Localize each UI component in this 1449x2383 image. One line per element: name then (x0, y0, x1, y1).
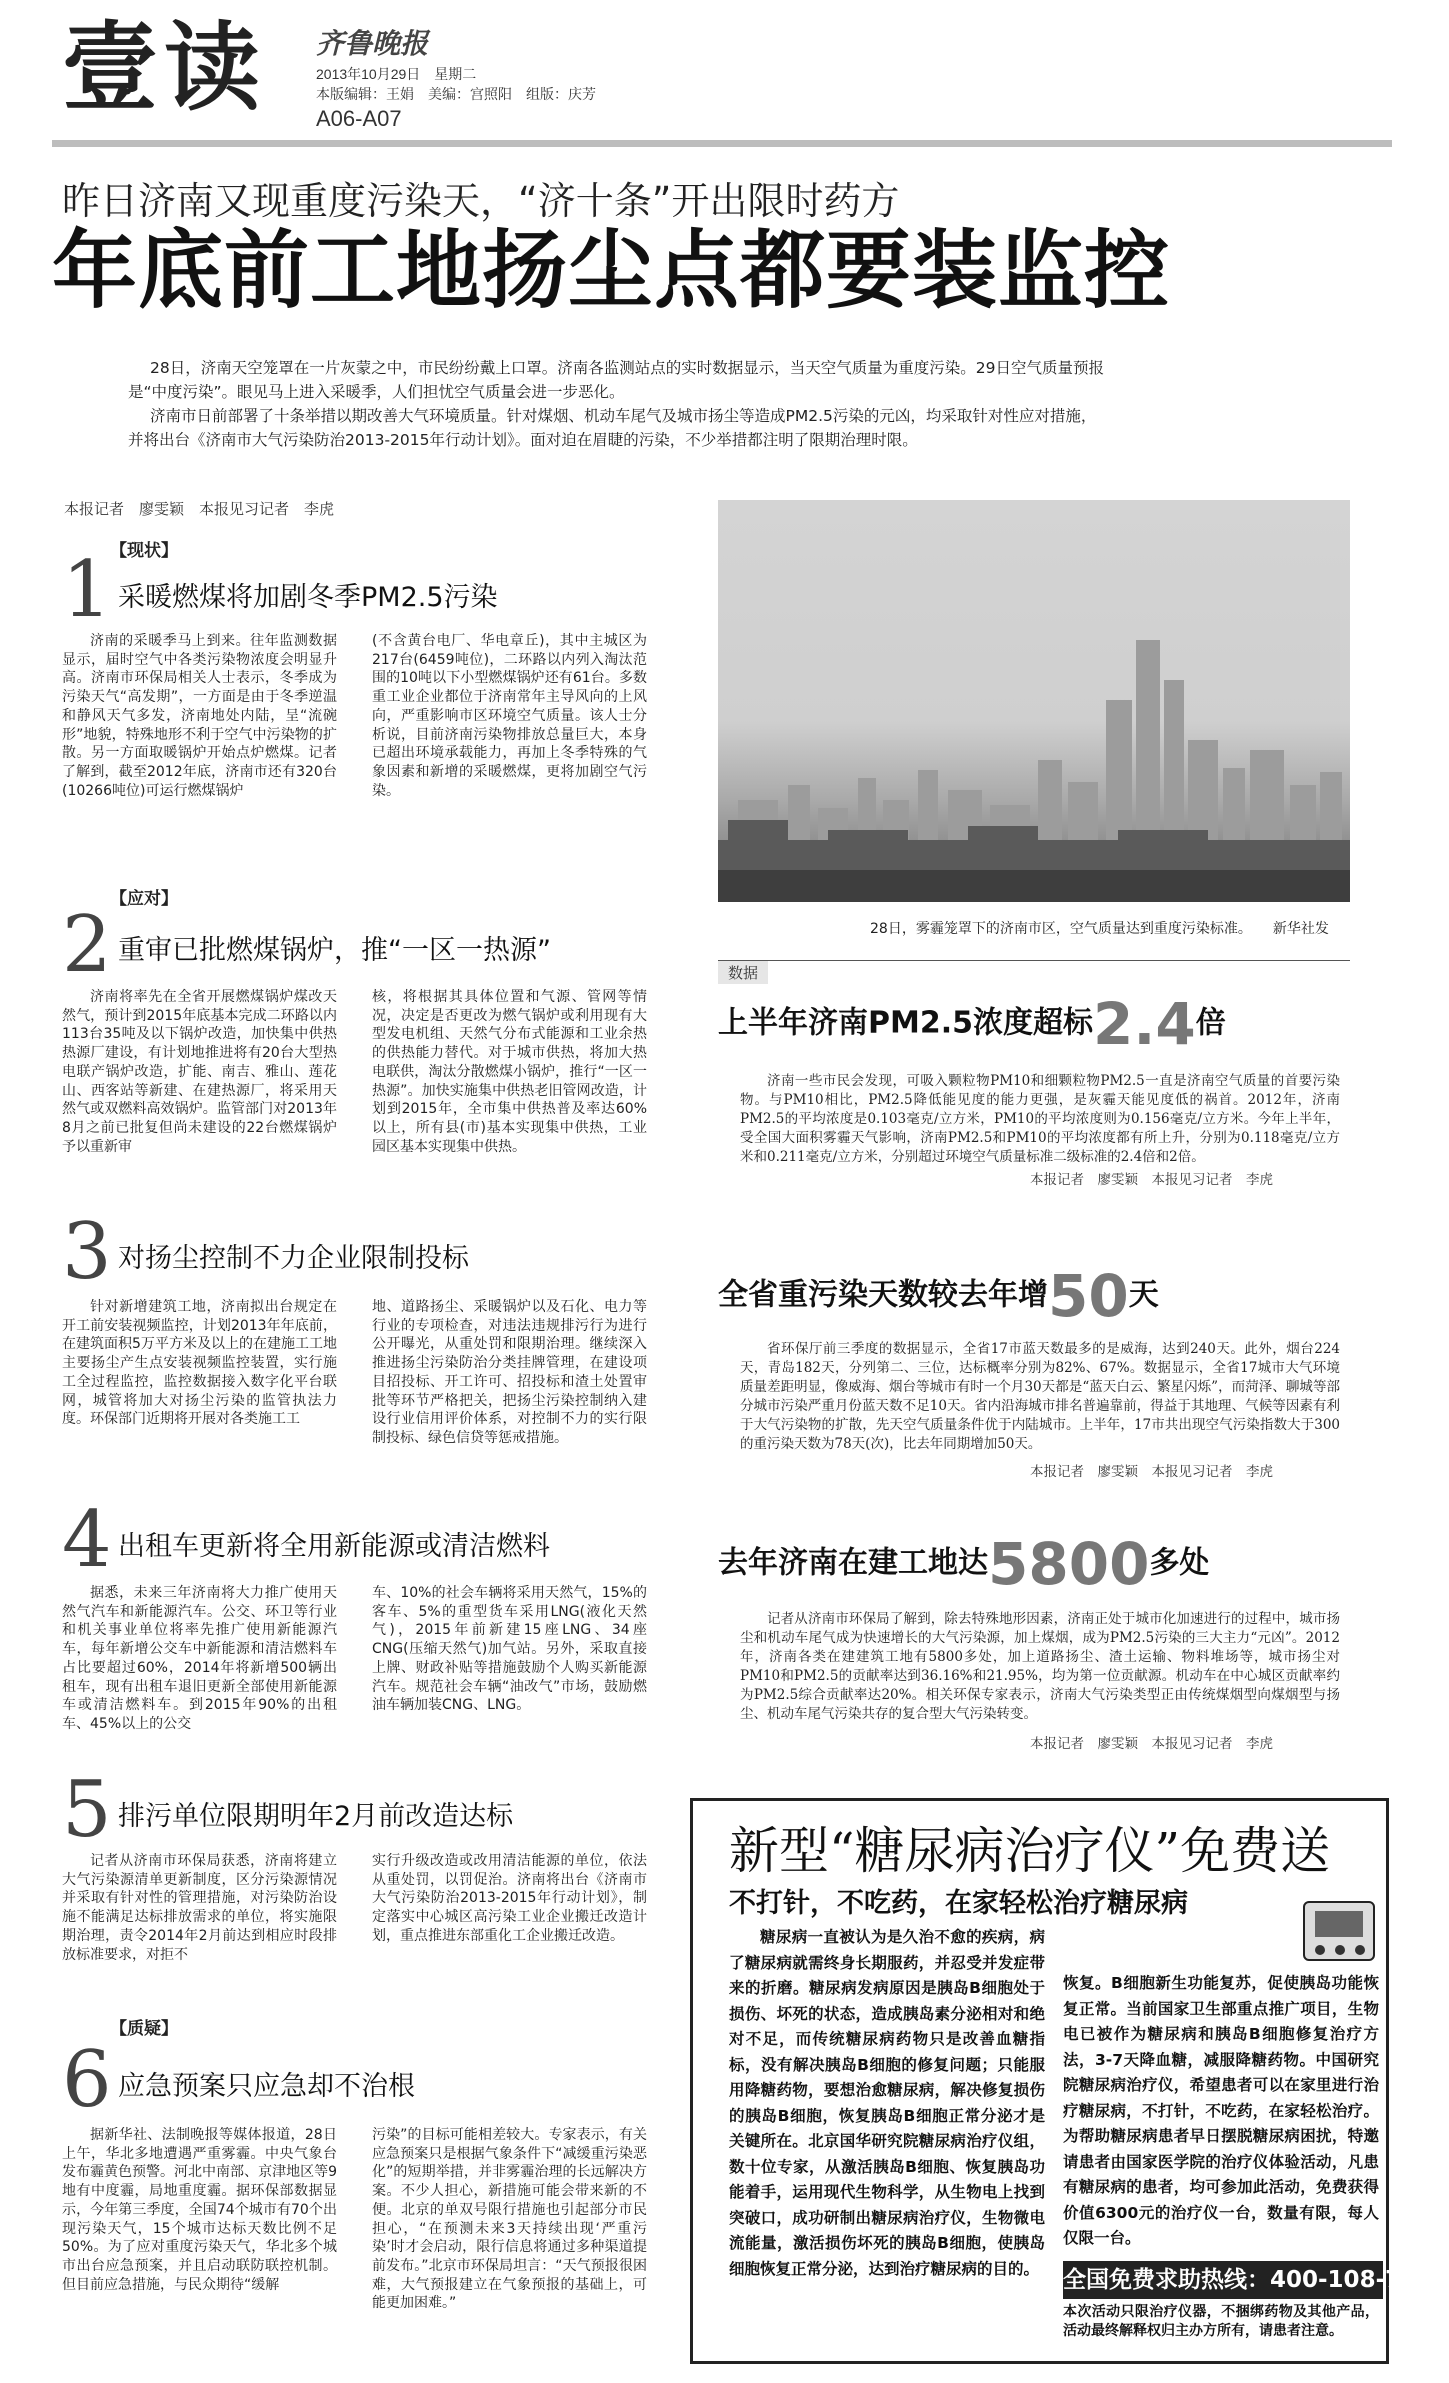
data-body-1: 济南一些市民会发现，可吸入颗粒物PM10和细颗粒物PM2.5一直是济南空气质量的首要污染物。与PM10相比，PM2.5降低能见度的能力更强，是灰霾天能见度低的祸首。2012年，济南PM2.5的平均浓度是0.103毫克/立方米，PM10的平均浓度则为0.156毫克/立方米。今年上半年，受全国大面积雾霾天气影响，济南PM2.5和PM10的平均浓度都有所上升，分别为0.118毫克/立方米和0.211毫克/立方米，分别超过环境空气质量标准二级标准的2.4倍和2倍。 (740, 1073, 1340, 1165)
treatment-device-icon (1303, 1901, 1375, 1961)
section-5-col-1: 记者从济南市环保局获悉，济南将建立大气污染源清单更新制度，区分污染源情况并采取有针对性的管理措施，对污染防治设施不能满足达标排放需求的单位，将实施限期治理，责令2014年2月前达到相应时段排放标准要求，对拒不 (62, 1853, 337, 1963)
lead-line-3: 济南市日前部署了十条举措以期改善大气环境质量。针对煤烟、机动车尾气及城市扬尘等造成PM2.5污染的元凶，均采取针对性应对措施， (150, 407, 1097, 425)
section-title-3: 对扬尘控制不力企业限制投标 (118, 1243, 469, 1274)
data-section-tab (718, 960, 1350, 980)
section-2-col-2: 核，将根据其具体位置和气源、管网等情况，决定是否更改为燃气锅炉或利用现有大型发电机组、天然气分布式能源和工业余热的供热能力替代。对于城市供热，将加大热电联供，淘汰分散燃煤小锅炉，推行“一区一热源”。加快实施集中供热老旧管网改造，计划到2015年，全市集中供热普及率达60%以上，所有县(市)基本实现集中供热，工业园区基本实现集中供热。 (372, 989, 647, 1155)
byline: 本报记者 廖雯颖 本报见习记者 李虎 (64, 500, 335, 518)
section-title-2: 重审已批燃煤锅炉，推“一区一热源” (118, 935, 551, 966)
section-title-6: 应急预案只应急却不治根 (118, 2071, 415, 2102)
section-title-1: 采暖燃煤将加剧冬季PM2.5污染 (118, 582, 498, 613)
tag-question: 【质疑】 (110, 2019, 178, 2039)
data-headline-1-post: 倍 (1195, 1005, 1226, 1041)
advertisement (690, 1798, 1449, 2364)
ad-subtitle: 不打针，不吃药，在家轻松治疗糖尿病 (729, 1888, 1188, 1919)
section-6-col-1: 据新华社、法制晚报等媒体报道，28日上午，华北多地遭遇严重雾霾。中央气象台发布霾黄色预警。河北中南部、京津地区等9地有中度霾，局地重度霾。据环保部数据显示，今年第三季度，全国74个城市有70个出现污染天气，15个城市达标天数比例不足50%。为了应对重度污染天气，华北多个城市出台应急预案，并且启动联防联控机制。但目前应急措施，与民众期待“缓解 (62, 2127, 337, 2293)
issue-date: 2013年10月29日 星期二 (316, 66, 477, 82)
newspaper-logo: 齐鲁晚报 (316, 27, 429, 60)
section-6-col-2: 污染”的目标可能相差较大。专家表示，有关应急预案只是根据气象条件下“减缓重污染恶化”的短期举措，并非雾霾治理的长远解决方案。不少人担心，新措施可能会带来新的不便。北京的单双号限行措施也引起部分市民担心，“在预测未来3天持续出现‘严重污染’时才会启动，限行信息将通过多种渠道提前发布。”北京市环保局坦言：“天气预报很困难，大气预报建立在气象预报的基础上，可能更加困难。” (372, 2127, 647, 2312)
ad-body-right: 恢复。B细胞新生功能复苏，促使胰岛功能恢复正常。当前国家卫生部重点推广项目，生物电已被作为糖尿病和胰岛B细胞修复治疗方法，3-7天降血糖，减服降糖药物。中国研究院糖尿病治疗仪，希望患者可以在家里进行治疗糖尿病，不打针，不吃药，在家轻松治疗。为帮助糖尿病患者早日摆脱糖尿病困扰，特邀请患者由国家医学院的治疗仪体验活动，凡患有糖尿病的患者，均可参加此活动，免费获得价值6300元的治疗仪一台，数量有限，每人仅限一台。 (1063, 1974, 1379, 2247)
data-headline-3 (718, 1530, 1209, 1598)
city-skyline-illustration (718, 500, 1350, 902)
main-headline: 年底前工地扬尘点都要装监控 (52, 222, 1171, 321)
section-2-col-1: 济南将率先在全省开展燃煤锅炉煤改天然气，预计到2015年底基本完成二环路以内113台35吨及以下锅炉改造，加快集中供热热源厂建设，有计划地推进将有20台大型热电联产锅炉改造，扩能、南吉、雅山、莲花山、西客站等新建、在建热源厂，将采用天然气或双燃料高效锅炉。监管部门对2013年8月之前已批复但尚未建设的22台燃煤锅炉予以重新审 (62, 989, 337, 1155)
ad-title: 新型“糖尿病治疗仪”免费送 (729, 1822, 1331, 1880)
data-headline-1 (718, 990, 1226, 1058)
section-title-5: 排污单位限期明年2月前改造达标 (118, 1801, 514, 1832)
section-number-2: 2 (62, 900, 112, 990)
lead-line-4: 并将出台《济南市大气污染防治2013-2015年行动计划》。面对迫在眉睫的污染，不少举措都注明了限期治理时限。 (128, 431, 918, 449)
section-3-col-2: 地、道路扬尘、采暖锅炉以及石化、电力等行业的专项检查，对违法违规排污行为进行公开曝光，从重处罚和限期治理。继续深入推进扬尘污染防治分类挂牌管理，在建设项目招投标、开工许可、招投标和渣土处置审批等环节严格把关，把扬尘污染控制纳入建设行业信用评价体系，对控制不力的实行限制投标、绿色信贷等惩戒措施。 (372, 1299, 647, 1446)
section-4-col-1: 据悉，未来三年济南将大力推广使用天然气汽车和新能源汽车。公交、环卫等行业和机关事业单位将率先推广使用新能源汽车，每年新增公交车中新能源和清洁燃料车占比要超过60%，2014年将新增500辆出租车，现有出租车退旧更新全部使用新能源车或清洁燃料车。到2015年90%的出租车、45%以上的公交 (62, 1585, 337, 1732)
data-headline-2-number: 50 (1048, 1262, 1129, 1330)
data-headline-3-pre: 去年济南在建工地达 (718, 1545, 988, 1581)
page-numbers: A06-A07 (316, 106, 402, 131)
photo-caption: 28日，雾霾笼罩下的济南市区，空气质量达到重度污染标准。 新华社发 (870, 921, 1329, 937)
tag-current: 【现状】 (110, 541, 178, 561)
lead-line-1: 28日，济南天空笼罩在一片灰蒙之中，市民纷纷戴上口罩。济南各监测站点的实时数据显示，当天空气质量为重度污染。29日空气质量预报 (150, 359, 1104, 377)
ad-hotline: 全国免费求助热线：400-108-7799 (1063, 2261, 1383, 2299)
ad-note: 本次活动只限治疗仪器，不捆绑药物及其他产品，活动最终解释权归主办方所有，请患者注意。 (1063, 2304, 1379, 2339)
data-tab-label: 数据 (718, 961, 768, 984)
section-title-4: 出租车更新将全用新能源或清洁燃料 (118, 1531, 550, 1562)
data-credit-3: 本报记者 廖雯颖 本报见习记者 李虎 (1030, 1736, 1273, 1752)
data-body-3: 记者从济南市环保局了解到，除去特殊地形因素，济南正处于城市化加速进行的过程中，城市扬尘和机动车尾气成为快速增长的大气污染源，加上煤烟，成为PM2.5污染的三大主力“元凶”。2012年，济南各类在建建筑工地有5800多处，加上道路扬尘、渣土运输、物料堆场等，城市扬尘对PM10和PM2.5的贡献率达到36.16%和21.95%，均为第一位贡献源。机动车在中心城区贡献率约为PM2.5综合贡献率达20%。相关环保专家表示，济南大气污染类型正由传统煤烟型向煤烟型与扬尘、机动车尾气污染共存的复合型大气污染转变。 (740, 1611, 1340, 1722)
editor-credits: 本版编辑：王娟 美编：宫照阳 组版：庆芳 (316, 86, 596, 102)
section-1-col-2: (不含黄台电厂、华电章丘)，其中主城区为217台(6459吨位)，二环路以内列入淘汰范围的10吨以下小型燃煤锅炉还有61台。多数重工业企业都位于济南常年主导风向的上风向，严重影响市区环境空气质量。该人士分析说，目前济南污染物排放总量巨大，本身已超出环境承载能力，再加上冬季特殊的气象因素和新增的采暖燃煤，更将加剧空气污染。 (372, 633, 647, 799)
data-headline-1-number: 2.4 (1093, 990, 1196, 1058)
section-number-5: 5 (62, 1765, 112, 1855)
data-body-2: 省环保厅前三季度的数据显示，全省17市蓝天数最多的是威海，达到240天。此外，烟台224天，青岛182天，分列第二、三位，达标概率分别为82%、67%。数据显示，全省17城市大气环境质量差距明显，像威海、烟台等城市有时一个月30天都是“蓝天白云、繁星闪烁”，而菏泽、聊城等部分城市污染严重月份蓝天数不足10天。省内沿海城市排名普遍靠前，得益于其地理、气候等因素有利于大气污染物的扩散，先天空气质量条件优于内陆城市。上半年，17市共出现空气污染指数大于300的重污染天数为78天(次)，比去年同期增加50天。 (740, 1341, 1340, 1452)
tag-response: 【应对】 (110, 889, 178, 909)
data-headline-3-number: 5800 (988, 1530, 1150, 1598)
section-title: 壹读 (62, 11, 266, 124)
data-headline-3-post: 多处 (1149, 1545, 1210, 1581)
data-credit-2: 本报记者 廖雯颖 本报见习记者 李虎 (1030, 1464, 1273, 1480)
section-3-col-1: 针对新增建筑工地，济南拟出台规定在开工前安装视频监控，计划2013年年底前，在建筑面积5万平方米及以上的在建施工工地主要扬尘产生点安装视频监控装置，实行施工全过程监控，监控数据接入数字化平台联网，城管将加大对扬尘污染的监管执法力度。环保部门近期将开展对各类施工工 (62, 1299, 337, 1428)
lead-line-2: 是“中度污染”。眼见马上进入采暖季，人们担忧空气质量会进一步恶化。 (128, 383, 625, 401)
header-divider (52, 140, 1392, 147)
section-number-3: 3 (62, 1207, 112, 1297)
ad-body-left: 糖尿病一直被认为是久治不愈的疾病，病了糖尿病就需终身长期服药，并忍受并发症带来的折磨。糖尿病发病原因是胰岛B细胞处于损伤、坏死的状态，造成胰岛素分泌相对和绝对不足，而传统糖尿病药物只是改善血糖指标，没有解决胰岛B细胞的修复问题；只能服用降糖药物，要想治愈糖尿病，解决修复损伤的胰岛B细胞，恢复胰岛B细胞正常分泌才是关键所在。北京国华研究院糖尿病治疗仪组，数十位专家，从激活胰岛B细胞、恢复胰岛功能着手，运用现代生物科学，从生物电上找到突破口，成功研制出糖尿病治疗仪，生物微电流能量，激活损伤坏死的胰岛B细胞，使胰岛细胞恢复正常分泌，达到治疗糖尿病的目的。 (729, 1928, 1045, 2278)
data-credit-1: 本报记者 廖雯颖 本报见习记者 李虎 (1030, 1172, 1273, 1188)
section-4-col-2: 车、10%的社会车辆将采用天然气，15%的客车、5%的重型货车采用LNG(液化天然气)，2015年前新建15座LNG、34座CNG(压缩天然气)加气站。另外，采取直接上牌、财政补贴等措施鼓励个人购买新能源汽车。规范社会车辆“油改气”市场，鼓励燃油车辆加装CNG、LNG。 (372, 1585, 647, 1714)
data-headline-2-post: 天 (1128, 1277, 1159, 1313)
headline-kicker: 昨日济南又现重度污染天，“济十条”开出限时药方 (62, 179, 900, 223)
section-number-1: 1 (62, 545, 112, 635)
data-headline-1-pre: 上半年济南PM2.5浓度超标 (718, 1005, 1093, 1041)
smog-city-photo (718, 500, 1350, 902)
data-headline-2-pre: 全省重污染天数较去年增 (718, 1277, 1048, 1313)
data-headline-2 (718, 1262, 1159, 1330)
section-1-col-1: 济南的采暖季马上到来。往年监测数据显示，届时空气中各类污染物浓度会明显升高。济南市环保局相关人士表示，冬季成为污染天气“高发期”，一方面是由于冬季逆温和静风天气多发，济南地处内陆，呈“流碗形”地貌，特殊地形不利于空气中污染物的扩散。另一方面取暖锅炉开始点炉燃煤。记者了解到，截至2012年底，济南市还有320台(10266吨位)可运行燃煤锅炉 (62, 633, 337, 799)
section-number-6: 6 (62, 2035, 112, 2125)
section-number-4: 4 (62, 1495, 112, 1585)
section-5-col-2: 实行升级改造或改用清洁能源的单位，依法从重处罚，以罚促治。济南将出台《济南市大气污染防治2013-2015年行动计划》，制定落实中心城区高污染工业企业搬迁改造计划，重点推进东部重化工企业搬迁改造。 (372, 1853, 647, 1944)
